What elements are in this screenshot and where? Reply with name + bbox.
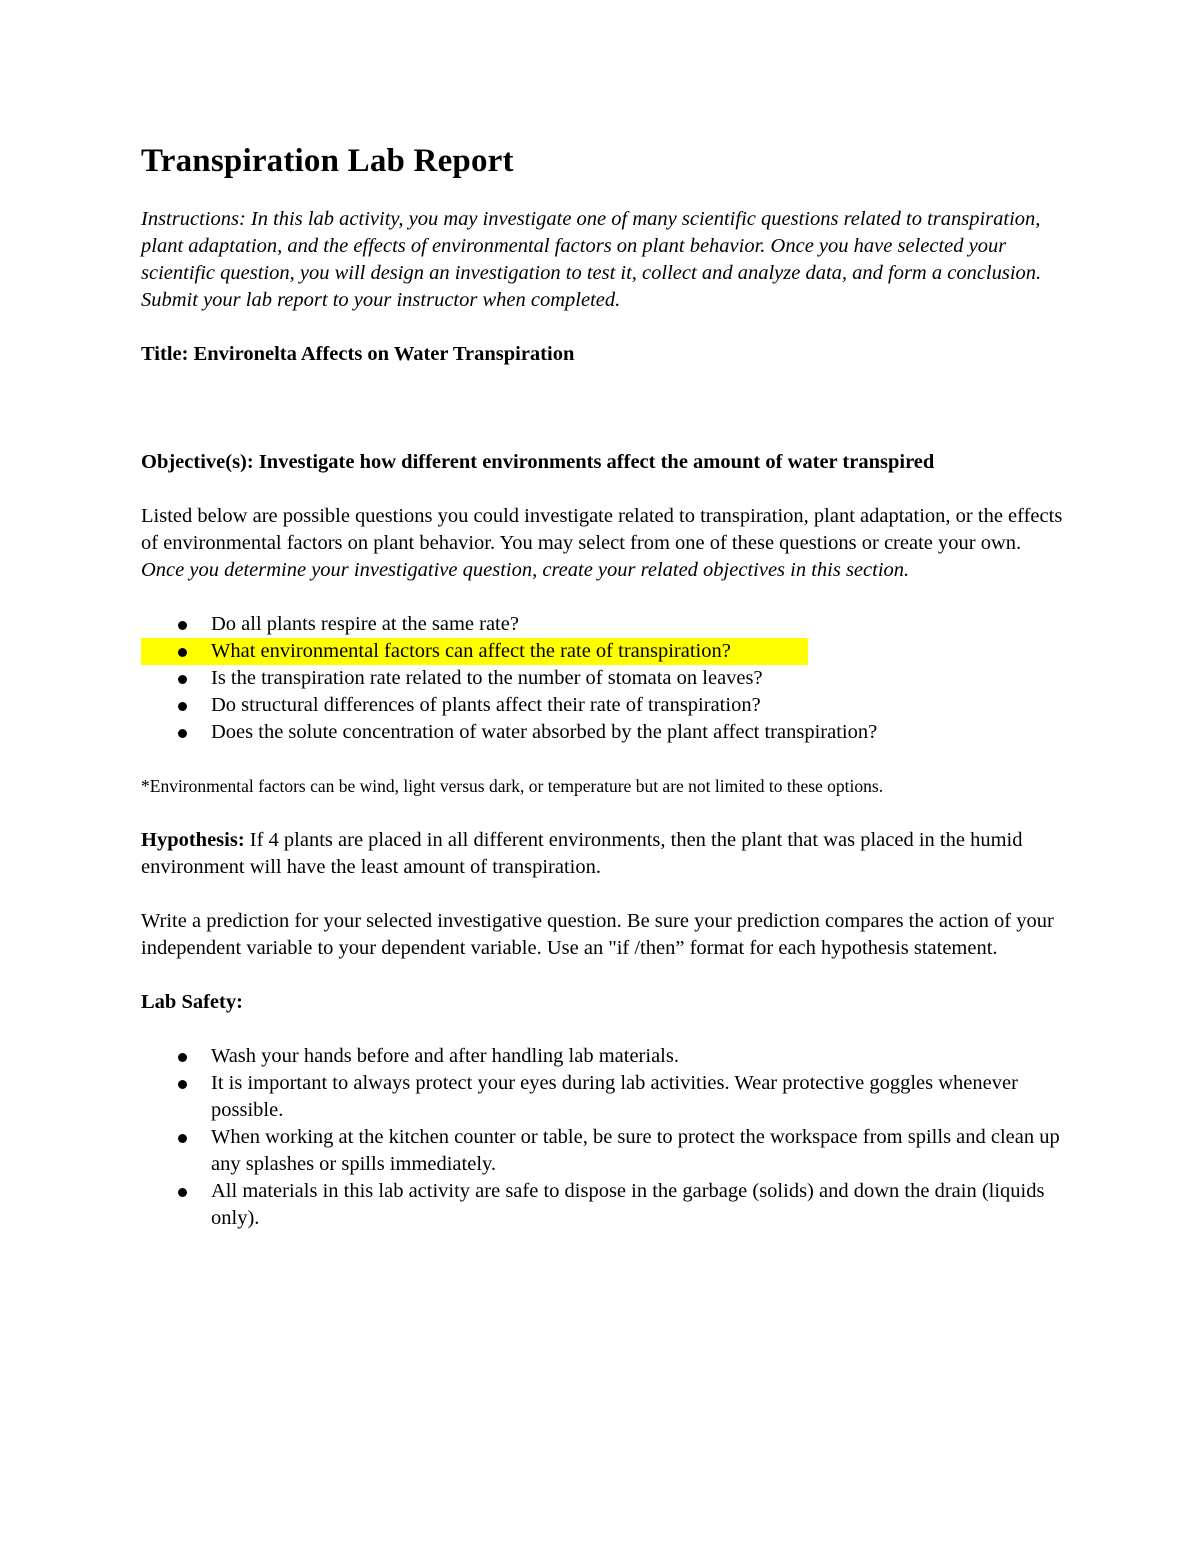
bullet-icon (178, 1188, 187, 1197)
report-title: Title: Environelta Affects on Water Transpiration (141, 343, 575, 365)
lab-safety-heading: Lab Safety: (141, 991, 243, 1013)
list-item (141, 1124, 1066, 1178)
document-title: Transpiration Lab Report (141, 143, 514, 179)
prediction-prompt: Write a prediction for your selected investigative question. Be sure your prediction compares the action of your independent variable to your dependent variable. Use an "if /then” format for each hypothesis statement. (141, 910, 1054, 959)
question-text: Does the solute concentration of water absorbed by the plant affect transpiration? (211, 721, 878, 743)
hypothesis-label: Hypothesis: (141, 829, 245, 851)
list-item (141, 665, 1066, 692)
safety-text: All materials in this lab activity are safe to dispose in the garbage (solids) and down the drain (liquids only). (211, 1180, 1045, 1229)
list-item (141, 1043, 1066, 1070)
hypothesis-text: If 4 plants are placed in all different environments, then the plant that was placed in the humid environment will have the least amount of transpiration. (141, 829, 1023, 878)
question-text: Is the transpiration rate related to the number of stomata on leaves? (211, 667, 763, 689)
safety-list (141, 1043, 1066, 1232)
question-text: Do all plants respire at the same rate? (211, 613, 519, 635)
instructions-paragraph: Instructions: In this lab activity, you may investigate one of many scientific questions related to transpiration, plant adaptation, and the effects of environmental factors on plant behavior. Once you have selected your scientific question, you will design an investigation to test it, collect and analyze data, and form a conclusion. Submit your lab report to your instructor when completed. (141, 208, 1042, 311)
bullet-icon (178, 702, 187, 711)
bullet-icon (178, 675, 187, 684)
questions-intro-text: Listed below are possible questions you could investigate related to transpiration, plant adaptation, or the effects of environmental factors on plant behavior. You may select from one of these questions or create your own. (141, 505, 1063, 554)
hypothesis-paragraph (141, 827, 1066, 881)
question-text: What environmental factors can affect the rate of transpiration? (211, 640, 731, 662)
environmental-factors-note: *Environmental factors can be wind, light versus dark, or temperature but are not limited to these options. (141, 776, 884, 796)
question-list (141, 611, 1066, 746)
list-item (141, 692, 1066, 719)
list-item (141, 1070, 1066, 1124)
list-item (141, 611, 1066, 638)
bullet-icon (178, 729, 187, 738)
question-text: Do structural differences of plants affect their rate of transpiration? (211, 694, 761, 716)
safety-text: When working at the kitchen counter or table, be sure to protect the workspace from spills and clean up any splashes or spills immediately. (211, 1126, 1060, 1175)
bullet-icon (178, 1053, 187, 1062)
document-page (141, 138, 1066, 1232)
questions-intro (141, 503, 1066, 584)
safety-text: Wash your hands before and after handling lab materials. (211, 1045, 679, 1067)
safety-text: It is important to always protect your eyes during lab activities. Wear protective goggles whenever possible. (211, 1072, 1018, 1121)
bullet-icon (178, 1134, 187, 1143)
bullet-icon (178, 1080, 187, 1089)
list-item-highlighted (141, 638, 808, 665)
list-item (141, 719, 1066, 746)
bullet-icon (178, 621, 187, 630)
objective-line: Objective(s): Investigate how different environments affect the amount of water transpired (141, 451, 935, 473)
bullet-icon (178, 648, 187, 657)
questions-intro-italic: Once you determine your investigative question, create your related objectives in this section. (141, 559, 910, 581)
list-item (141, 1178, 1066, 1232)
